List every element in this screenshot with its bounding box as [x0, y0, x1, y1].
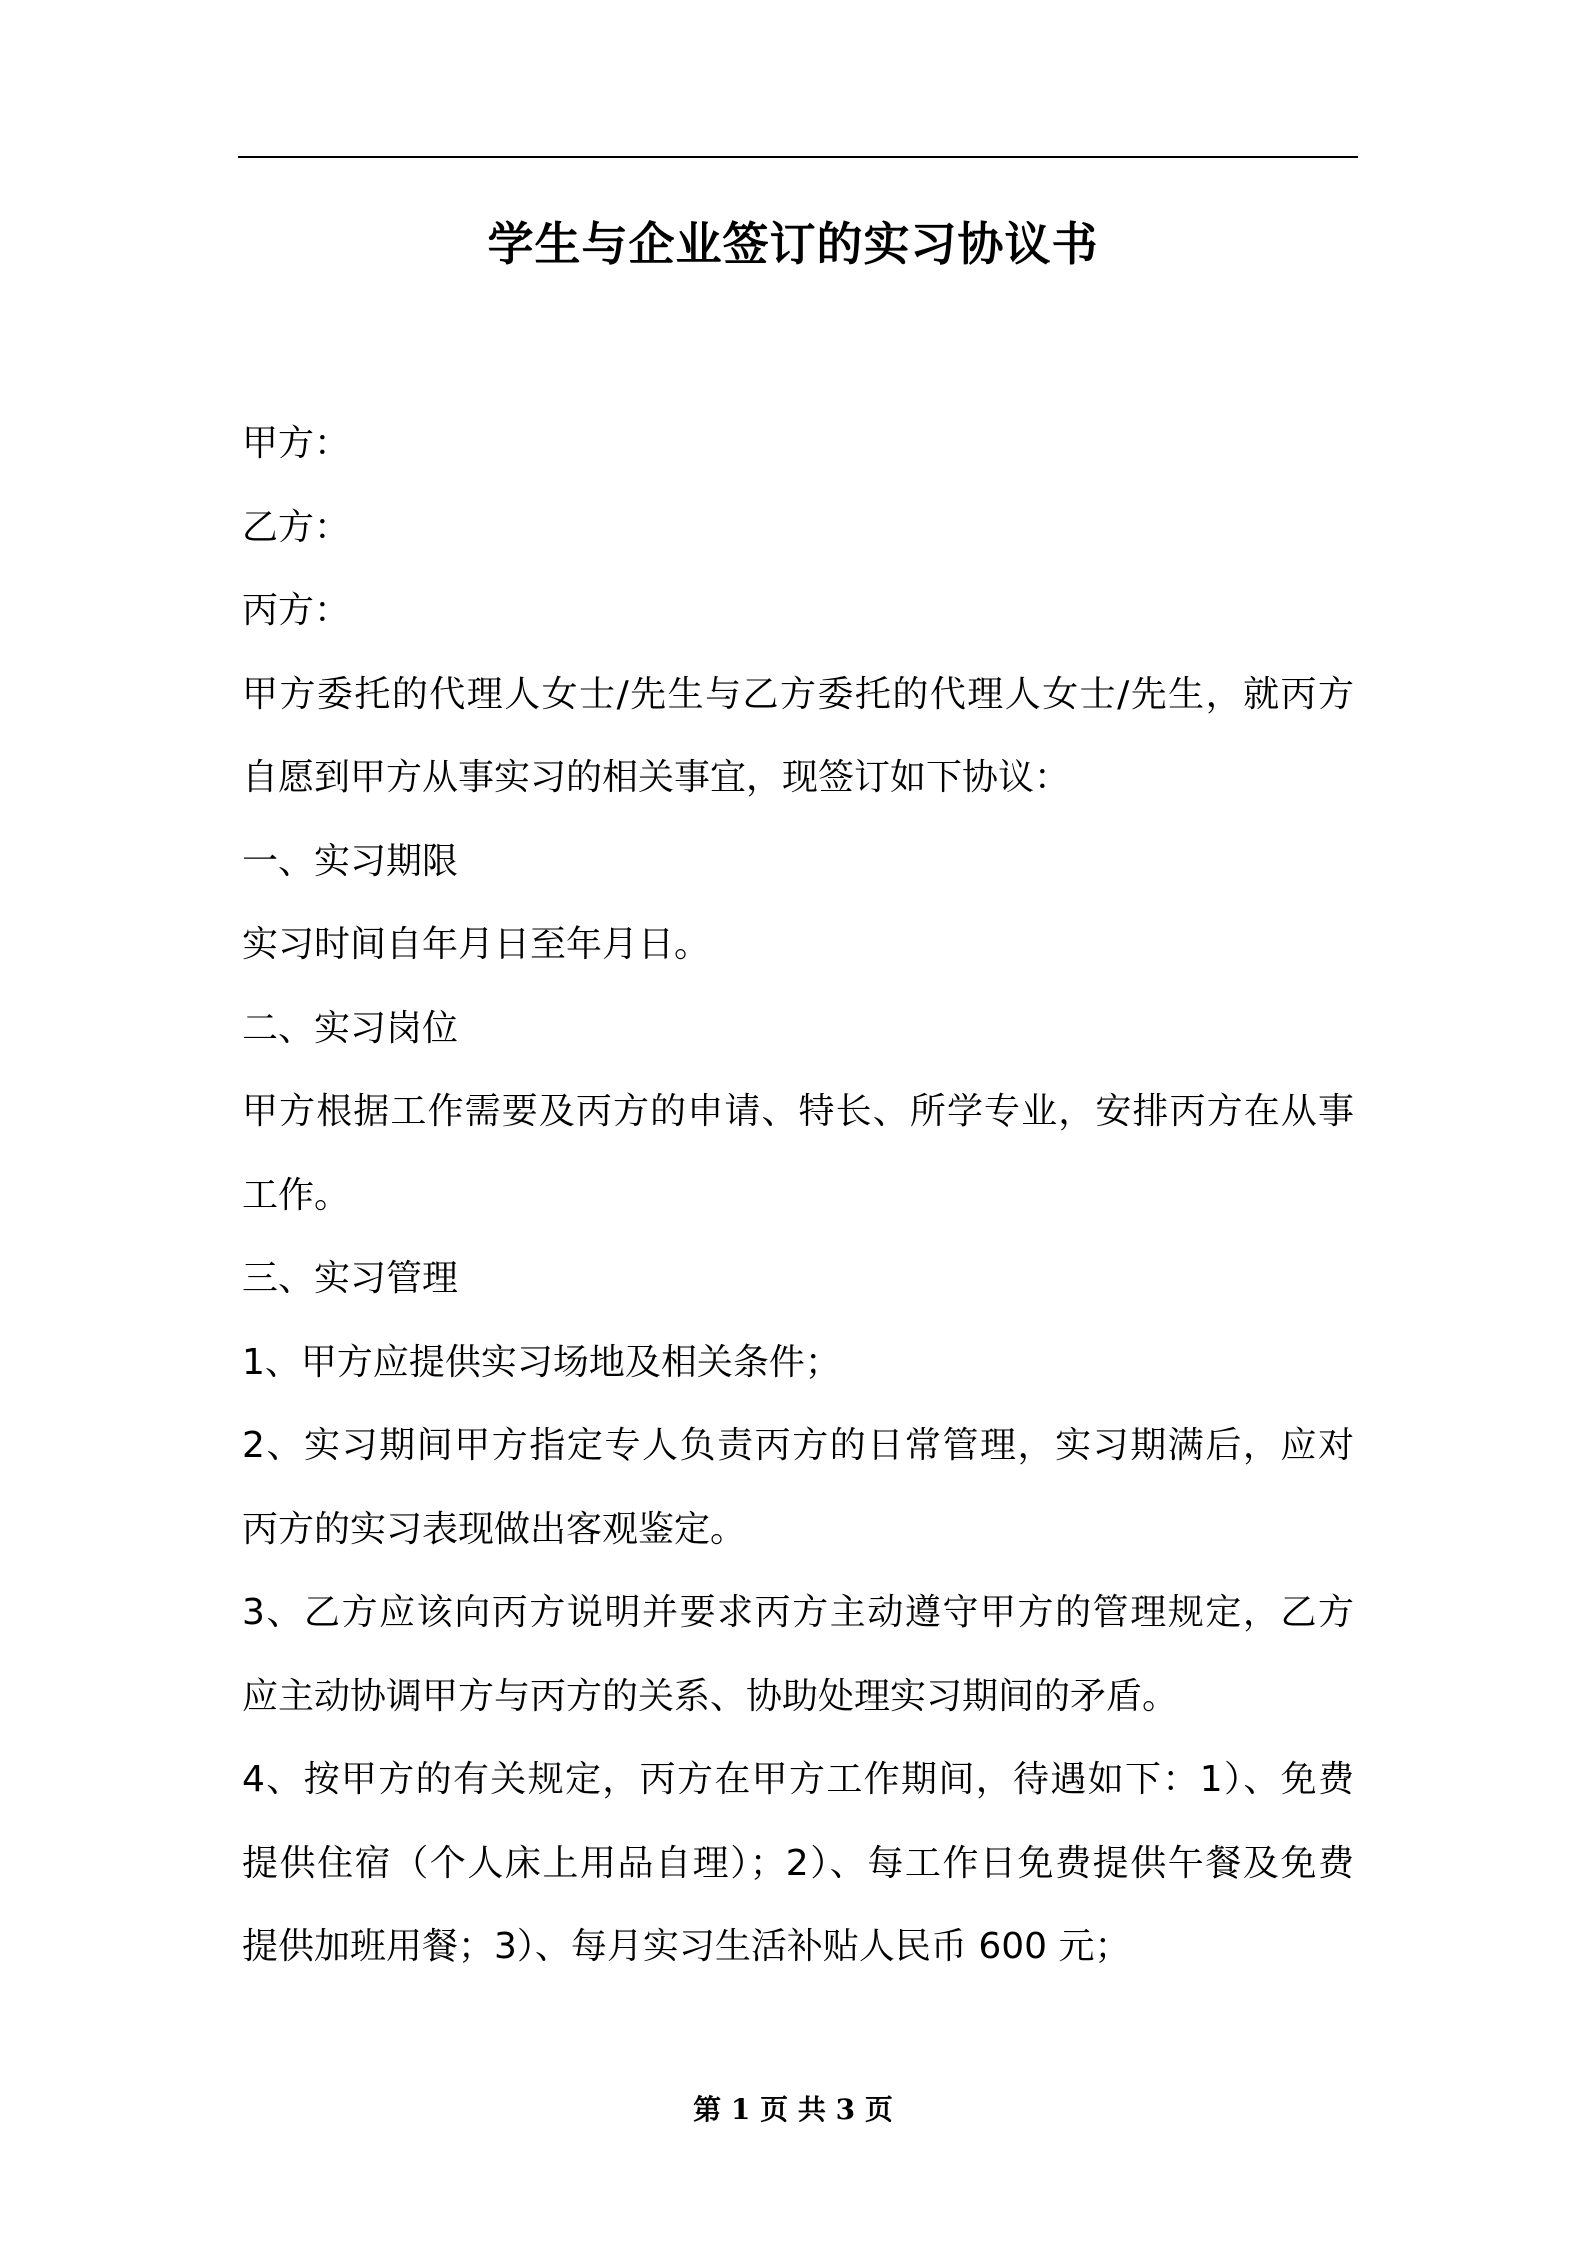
management-item-3-line-2: 应主动协调甲方与丙方的关系、协助处理实习期间的矛盾。: [242, 1675, 1179, 1717]
header-rule: [238, 156, 1358, 158]
intro-paragraph-line-1: 甲方委托的代理人女士/先生与乙方委托的代理人女士/先生，就丙方: [242, 673, 1354, 715]
position-paragraph-line-2: 工作。: [242, 1174, 351, 1216]
section-heading-position: 二、实习岗位: [242, 1007, 459, 1049]
page-number-footer: 第 1 页 共 3 页: [693, 2093, 893, 2126]
document-body: [242, 402, 1354, 1989]
document-title: 学生与企业签订的实习协议书: [487, 217, 1099, 271]
management-item-4-line-2: 提供住宿（个人床上用品自理）；2）、每工作日免费提供午餐及免费: [242, 1842, 1354, 1884]
management-item-4-line-3: 提供加班用餐；3）、每月实习生活补贴人民币 600 元；: [242, 1926, 1131, 1967]
management-item-1: 1、甲方应提供实习场地及相关条件；: [242, 1341, 841, 1383]
position-paragraph-line-1: 甲方根据工作需要及丙方的申请、特长、所学专业，安排丙方在从事: [242, 1091, 1354, 1132]
party-a-line: 甲方：: [242, 423, 351, 464]
term-paragraph: 实习时间自年月日至年月日。: [242, 924, 711, 965]
party-c-line: 丙方：: [242, 590, 351, 631]
management-item-2-line-2: 丙方的实习表现做出客观鉴定。: [242, 1508, 747, 1550]
management-item-4-line-1: 4、按甲方的有关规定，丙方在甲方工作期间，待遇如下：1）、免费: [242, 1759, 1354, 1800]
section-heading-management: 三、实习管理: [242, 1258, 459, 1299]
management-item-2-line-1: 2、实习期间甲方指定专人负责丙方的日常管理，实习期满后，应对: [242, 1425, 1354, 1466]
section-heading-term: 一、实习期限: [242, 840, 459, 882]
intro-paragraph-line-2: 自愿到甲方从事实习的相关事宜，现签订如下协议：: [242, 757, 1071, 798]
party-b-line: 乙方：: [242, 506, 351, 548]
management-item-3-line-1: 3、乙方应该向丙方说明并要求丙方主动遵守甲方的管理规定，乙方: [242, 1592, 1354, 1633]
